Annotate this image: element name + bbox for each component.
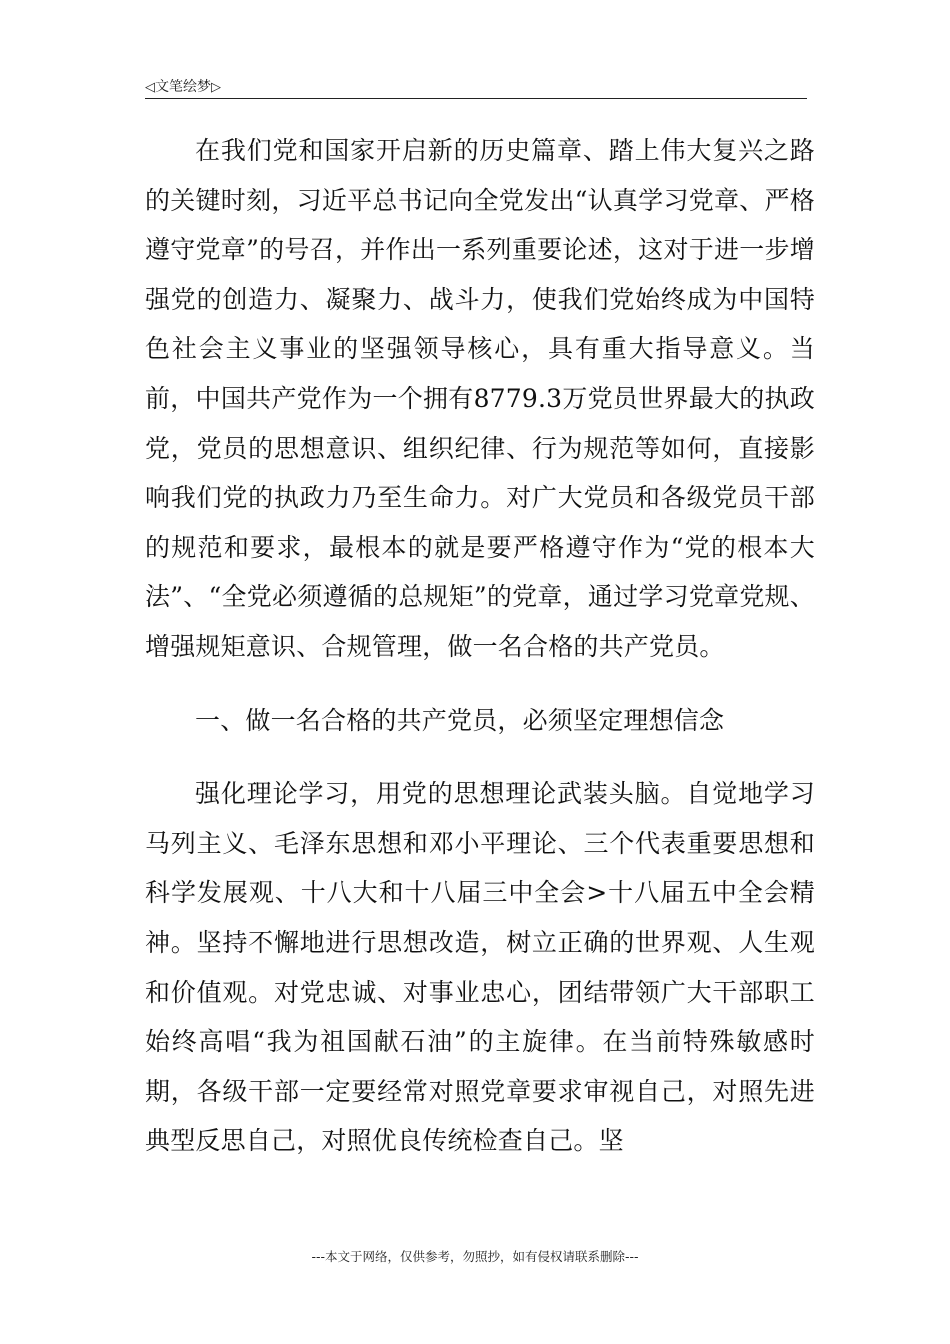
left-triangle-icon: ◁ bbox=[145, 80, 155, 95]
section-heading-1: 一、做一名合格的共产党员，必须坚定理想信念 bbox=[195, 705, 725, 735]
document-body bbox=[145, 126, 815, 1166]
footer-notice: ---本文于网络，仅供参考，勿照抄，如有侵权请联系删除--- bbox=[311, 1249, 639, 1264]
header-title: 文笔绘梦 bbox=[155, 79, 211, 95]
right-triangle-icon: ▷ bbox=[211, 80, 221, 95]
header-label bbox=[145, 76, 221, 96]
body-paragraph-2: 强化理论学习，用党的思想理论武装头脑。自觉地学习马列主义、毛泽东思想和邓小平理论、三个代表重要思想和科学发展观、十八大和十八届三中全会>十八届五中全会精神。坚持不懈地进行思想改造，树立正确的世界观、人生观和价值观。对党忠诚、对事业忠心，团结带领广大干部职工始终高唱“我为祖国献石油”的主旋律。在当前特殊敏感时期，各级干部一定要经常对照党章要求审视自己，对照先进典型反思自己，对照优良传统检查自己。坚 bbox=[145, 779, 815, 1156]
body-paragraph-1: 在我们党和国家开启新的历史篇章、踏上伟大复兴之路的关键时刻，习近平总书记向全党发出“认真学习党章、严格遵守党章”的号召，并作出一系列重要论述，这对于进一步增强党的创造力、凝聚力、战斗力，使我们党始终成为中国特色社会主义事业的坚强领导核心，具有重大指导意义。当前，中国共产党作为一个拥有8779.3万党员世界最大的执政党，党员的思想意识、组织纪律、行为规范等如何，直接影响我们党的执政力乃至生命力。对广大党员和各级党员干部的规范和要求，最根本的就是要严格遵守作为“党的根本大法”、“全党必须遵循的总规矩”的党章，通过学习党章党规、增强规矩意识、合规管理，做一名合格的共产党员。 bbox=[145, 136, 815, 661]
page-header bbox=[145, 74, 807, 99]
